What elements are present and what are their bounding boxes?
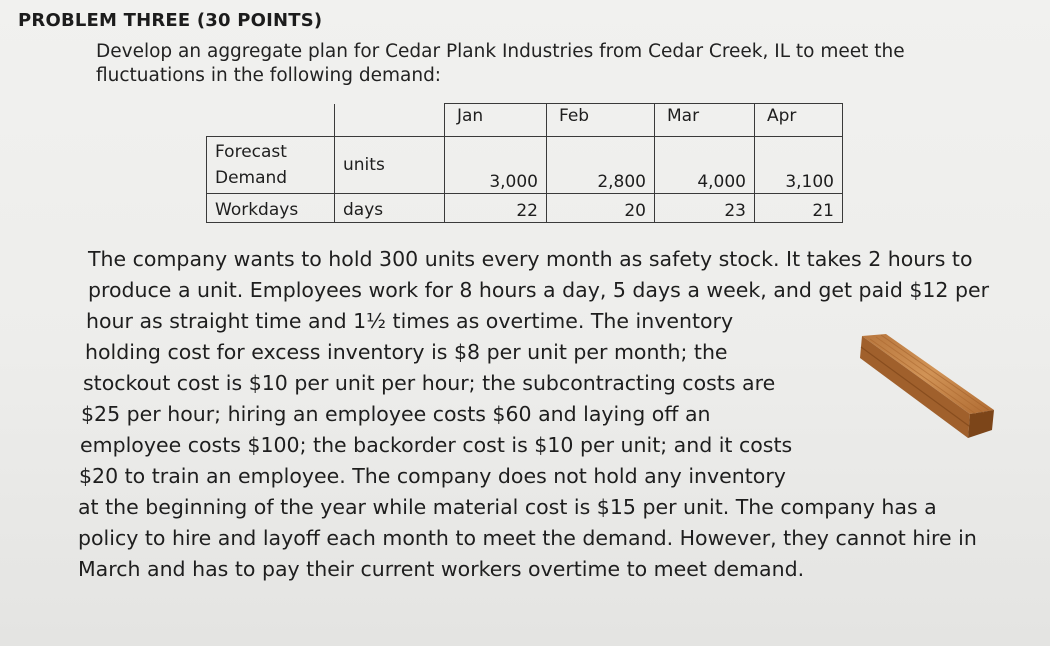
workdays-jan: 22 [445, 194, 547, 223]
intro-paragraph [96, 40, 905, 88]
header-blank [207, 104, 335, 137]
body-line: employee costs $100; the backorder cost is $10 per unit; and it costs [80, 433, 793, 457]
intro-line: Develop an aggregate plan for Cedar Plank Industries from Cedar Creek, IL to meet the [96, 41, 905, 62]
workdays-feb: 20 [547, 194, 655, 223]
workdays-label: Workdays [207, 194, 335, 223]
plank-end-face [968, 410, 994, 438]
body-line: The company wants to hold 300 units every month as safety stock. It takes 2 hours to [88, 247, 973, 271]
problem-title: PROBLEM THREE (30 POINTS) [18, 10, 323, 31]
body-line: March and has to pay their current workers overtime to meet demand. [78, 557, 805, 581]
body-line: stockout cost is $10 per unit per hour; the subcontracting costs are [83, 371, 776, 395]
body-line: hour as straight time and 1½ times as overtime. The inventory [86, 309, 734, 333]
month-header-mar: Mar [655, 104, 755, 137]
forecast-label: Forecast [215, 142, 287, 162]
month-header-row [207, 104, 843, 137]
forecast-demand-label [207, 137, 335, 194]
forecast-feb: 2,800 [547, 137, 655, 194]
intro-line: fluctuations in the following demand: [96, 65, 442, 86]
forecast-apr: 3,100 [755, 137, 843, 194]
forecast-demand-row [207, 137, 843, 194]
cedar-plank-image [848, 330, 998, 450]
workdays-row [207, 194, 843, 223]
forecast-unit: units [335, 137, 445, 194]
body-line: produce a unit. Employees work for 8 hours a day, 5 days a week, and get paid $12 per [88, 278, 990, 302]
body-line: at the beginning of the year while material cost is $15 per unit. The company has a [78, 495, 937, 519]
body-line: holding cost for excess inventory is $8 per unit per month; the [85, 340, 728, 364]
forecast-mar: 4,000 [655, 137, 755, 194]
body-line: policy to hire and layoff each month to meet the demand. However, they cannot hire in [78, 526, 977, 550]
workdays-mar: 23 [655, 194, 755, 223]
body-line: $25 per hour; hiring an employee costs $60 and laying off an [81, 402, 711, 426]
workdays-unit: days [335, 194, 445, 223]
month-header-feb: Feb [547, 104, 655, 137]
header-blank [335, 104, 445, 137]
demand-label: Demand [215, 168, 288, 188]
workdays-apr: 21 [755, 194, 843, 223]
month-header-apr: Apr [755, 104, 843, 137]
body-line: $20 to train an employee. The company does not hold any inventory [79, 464, 786, 488]
month-header-jan: Jan [445, 104, 547, 137]
forecast-jan: 3,000 [445, 137, 547, 194]
demand-table [206, 103, 843, 223]
